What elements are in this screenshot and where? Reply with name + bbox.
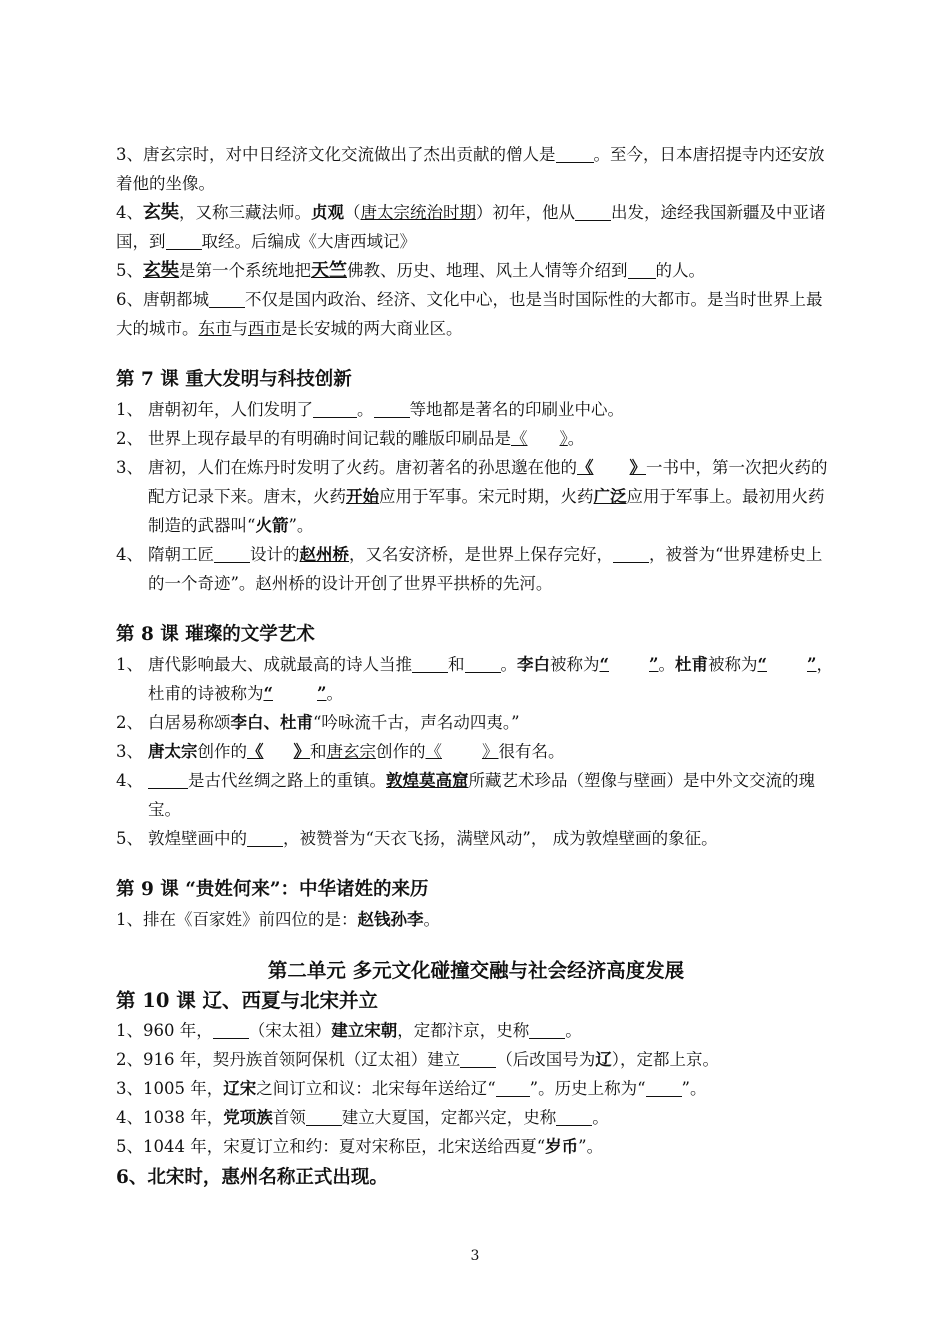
fill-blank[interactable] — [247, 829, 283, 847]
text: 和 — [448, 655, 465, 674]
lesson7-title: 第 7 课 重大发明与科技创新 — [116, 369, 352, 390]
fill-blank[interactable] — [166, 232, 202, 250]
fill-blank[interactable] — [556, 145, 594, 163]
item-number: 1、 — [116, 400, 143, 419]
lesson7-item-3 — [116, 453, 836, 540]
text: 是第一个系统地把 — [179, 261, 311, 280]
text: ，定都汴京，史称 — [397, 1021, 530, 1040]
fill-blank[interactable] — [529, 1021, 565, 1039]
fill-blank[interactable] — [628, 261, 656, 279]
fill-blank[interactable] — [646, 1079, 682, 1097]
text: 。 — [658, 655, 675, 674]
item-number: 3、 — [116, 742, 143, 761]
lesson10-title: 第 10 课 辽、西夏与北宋并立 — [116, 989, 379, 1012]
text: ，杜甫的诗被称为 — [148, 655, 833, 703]
text: “ — [599, 655, 609, 674]
text: ”。 — [288, 516, 314, 535]
text: 。 — [500, 655, 517, 674]
item-number: 4、 — [116, 771, 143, 790]
keyword: 党项族 — [223, 1108, 273, 1127]
poet-libai: 李白 — [517, 655, 550, 674]
text: ），定都上京。 — [611, 1050, 719, 1069]
lesson10-item-1 — [116, 1016, 836, 1045]
text: 6、唐朝都城 — [116, 290, 209, 309]
text: ，被赞誉为“天衣飞扬，满壁风动”， 成为敦煌壁画的象征。 — [283, 829, 718, 848]
xuanzang-name: 玄奘 — [143, 202, 179, 223]
text: 创作的 — [376, 742, 426, 761]
text: 之间订立和议：北宋每年送给辽“ — [256, 1079, 496, 1098]
lesson10-item-2 — [116, 1045, 836, 1074]
fill-blank[interactable] — [209, 290, 245, 308]
lesson10-item-3 — [116, 1074, 836, 1103]
text: 。 — [326, 684, 343, 703]
text: 与 — [231, 319, 248, 338]
tianzhu-name: 天竺 — [311, 260, 347, 281]
text: 敦煌壁画中的 — [148, 829, 247, 848]
text: 唐朝初年，人们发明了 — [148, 400, 313, 419]
text: 3、1005 年， — [116, 1079, 224, 1098]
page-number: 3 — [470, 1248, 480, 1264]
fill-blank[interactable] — [496, 1079, 530, 1097]
fill-blank[interactable] — [214, 545, 250, 563]
keyword-start: 开始 — [346, 487, 379, 506]
keyword-wide: 广泛 — [593, 487, 627, 506]
text: 被称为 — [550, 655, 600, 674]
item-number: 1、 — [116, 655, 143, 674]
text: 。 — [423, 910, 440, 929]
text: 。 — [592, 1108, 609, 1127]
text: 不仅是国内政治、经济、文化中心，也是当时国际性的大都市。是当时世界上最大的城市。 — [116, 290, 823, 338]
text: “吟咏流千古，声名动四夷。” — [313, 713, 520, 732]
lesson7-item-1 — [116, 395, 836, 424]
fill-blank[interactable] — [460, 1050, 496, 1068]
lesson10-item-4 — [116, 1103, 836, 1132]
sec6-item-6 — [116, 285, 836, 343]
fill-blank[interactable] — [313, 400, 357, 418]
text: （后改国号为 — [496, 1050, 596, 1069]
text: （ — [344, 203, 361, 222]
text: ，被誉为“世界建桥史上的一个奇迹”。赵州桥的设计开创了世界平拱桥的先河。 — [148, 545, 823, 593]
keyword: 建立宋朝 — [331, 1021, 398, 1040]
lesson8-item-4 — [116, 766, 836, 824]
text: 》 — [293, 742, 310, 761]
text: 设计的 — [250, 545, 300, 564]
fill-blank[interactable] — [374, 400, 410, 418]
text: 白居易称颂 — [148, 713, 231, 732]
item-number: 4、 — [116, 545, 143, 564]
text: 隋朝工匠 — [148, 545, 214, 564]
text: 《 — [577, 458, 594, 477]
xuanzang-name: 玄奘 — [143, 260, 179, 281]
text: 佛教、历史、地理、风土人情等介绍到 — [347, 261, 628, 280]
poet-dufu: 杜甫 — [675, 655, 708, 674]
text: 被称为 — [708, 655, 758, 674]
text: 5、1044 年，宋夏订立和约：夏对宋称臣，北宋送给西夏“ — [116, 1137, 546, 1156]
text: 1、960 年， — [116, 1021, 213, 1040]
bridge-name: 赵州桥 — [299, 545, 349, 564]
text: ” — [807, 655, 817, 674]
text: 4、1038 年， — [116, 1108, 224, 1127]
text: 世界上现存最早的有明确时间记载的雕版印刷品是 — [148, 429, 511, 448]
lesson10-item-5 — [116, 1132, 836, 1161]
west-market: 西市 — [248, 319, 281, 338]
unit2-title: 第二单元 多元文化碰撞交融与社会经济高度发展 — [267, 959, 685, 982]
item-number: 3、 — [116, 458, 143, 477]
text: 唐代影响最大、成就最高的诗人当推 — [148, 655, 412, 674]
era-name: 贞观 — [311, 203, 344, 222]
fill-blank[interactable] — [148, 771, 188, 789]
text: 1、排在《百家姓》前四位的是： — [116, 910, 358, 929]
lesson10-item-6: 6、北宋时，惠州名称正式出现。 — [116, 1167, 388, 1188]
weapon-name: 火箭 — [255, 516, 289, 535]
item-number: 2、 — [116, 429, 143, 448]
text: （宋太祖） — [248, 1021, 332, 1040]
text: ”。 — [681, 1079, 707, 1098]
fill-blank[interactable] — [613, 545, 649, 563]
lesson8-item-2 — [116, 708, 836, 737]
text: 取经。后编成《大唐西域记》 — [201, 232, 416, 251]
text: 《 — [425, 742, 442, 761]
text: 。 — [357, 400, 374, 419]
lesson8-item-1 — [116, 650, 836, 708]
era-note: 唐太宗统治时期 — [360, 203, 476, 222]
text: 《 — [511, 429, 528, 448]
text: 很有名。 — [498, 742, 565, 761]
text: 》 — [482, 742, 499, 761]
fill-blank[interactable] — [575, 203, 611, 221]
keyword: 辽宋 — [223, 1079, 257, 1098]
text: 》 — [559, 429, 568, 448]
text: 建立大夏国，定都兴定，史称 — [341, 1108, 557, 1127]
fill-blank[interactable] — [465, 655, 501, 673]
fill-blank[interactable] — [213, 1021, 249, 1039]
text: “ — [263, 684, 273, 703]
sec6-item-5 — [116, 256, 836, 285]
text: 创作的 — [197, 742, 247, 761]
text: 出发，途经我国新疆及中亚诸国，到 — [116, 203, 826, 251]
fill-blank[interactable] — [556, 1108, 592, 1126]
item-number: 2、 — [116, 713, 143, 732]
fill-blank[interactable] — [306, 1108, 342, 1126]
text: 一书中，第一次把火药的配方记录下来。唐末，火药 — [148, 458, 828, 506]
east-market: 东市 — [198, 319, 232, 338]
lesson8-item-3 — [116, 737, 836, 766]
text: 等地都是著名的印刷业中心。 — [409, 400, 624, 419]
text: 3、唐玄宗时，对中日经济文化交流做出了杰出贡献的僧人是 — [116, 145, 556, 164]
text: ，又名安济桥，是世界上保存完好， — [349, 545, 613, 564]
text: “ — [757, 655, 767, 674]
text: 。 — [565, 1021, 582, 1040]
emperor-xuanzong: 唐玄宗 — [326, 742, 376, 761]
text: 是古代丝绸之路上的重镇。 — [188, 771, 386, 790]
sec6-item-4 — [116, 198, 836, 256]
text: ”。历史上称为“ — [529, 1079, 646, 1098]
lesson8-item-5 — [116, 824, 836, 853]
text: 4、 — [116, 203, 143, 222]
text: 首领 — [272, 1108, 306, 1127]
text: 应用于军事上。最初用火药制造的武器叫“ — [148, 487, 825, 535]
text: ” — [649, 655, 659, 674]
text: 和 — [310, 742, 327, 761]
document-page — [116, 140, 836, 1193]
text: ，又称三藏法师。 — [179, 203, 311, 222]
lesson9-title: 第 9 课 “贵姓何来”：中华诸姓的来历 — [116, 879, 429, 900]
lesson7-item-2 — [116, 424, 836, 453]
fill-blank[interactable] — [412, 655, 448, 673]
sec6-item-3 — [116, 140, 836, 198]
lesson7-item-4 — [116, 540, 836, 598]
text: 2、916 年，契丹族首领阿保机（辽太祖）建立 — [116, 1050, 461, 1069]
text: 是长安城的两大商业区。 — [281, 319, 463, 338]
text: 》 — [629, 458, 646, 477]
text: 5、 — [116, 261, 143, 280]
text: 。至今，日本唐招提寺内还安放着他的坐像。 — [116, 145, 825, 193]
text: 应用于军事。宋元时期，火药 — [379, 487, 594, 506]
keyword: 辽 — [595, 1050, 612, 1069]
keyword: 岁币 — [545, 1137, 579, 1156]
surnames: 赵钱孙李 — [357, 910, 424, 929]
text: ）初年，他从 — [476, 203, 575, 222]
mogao-caves: 敦煌莫高窟 — [386, 771, 469, 790]
text: 《 — [247, 742, 264, 761]
text: 。 — [567, 429, 585, 448]
text: 的人。 — [655, 261, 705, 280]
text: ” — [317, 684, 327, 703]
text: 所藏艺术珍品（塑像与壁画）是中外文交流的瑰宝。 — [148, 771, 815, 819]
emperor-taizong: 唐太宗 — [148, 742, 198, 761]
poet-names: 李白、杜甫 — [230, 713, 313, 732]
lesson9-item-1 — [116, 905, 836, 934]
text: 唐初，人们在炼丹时发明了火药。唐初著名的孙思邈在他的 — [148, 458, 577, 477]
item-number: 5、 — [116, 829, 143, 848]
text: ”。 — [578, 1137, 604, 1156]
lesson8-title: 第 8 课 璀璨的文学艺术 — [116, 624, 315, 645]
